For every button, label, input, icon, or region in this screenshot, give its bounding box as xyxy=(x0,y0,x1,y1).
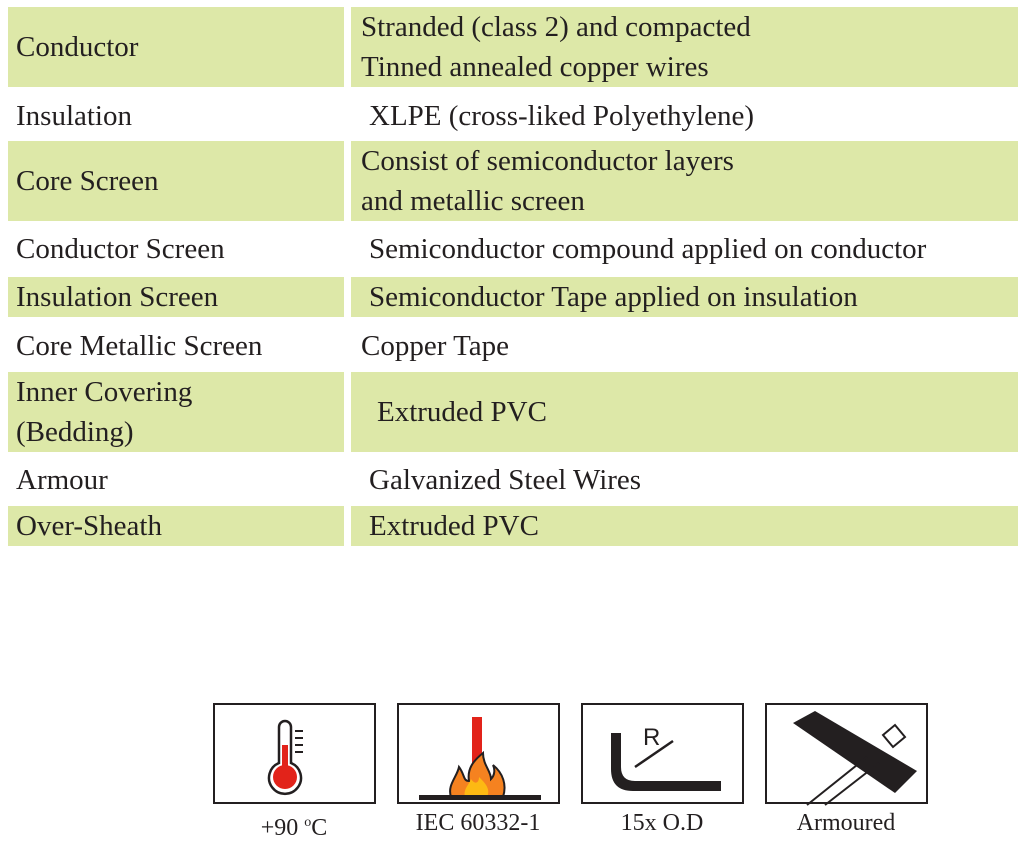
spec-row-over-sheath xyxy=(0,506,1024,546)
spec-value: Semiconductor Tape applied on insulation xyxy=(351,277,1018,317)
spec-row-core-screen xyxy=(0,141,1024,221)
spec-label: Inner Covering (Bedding) xyxy=(8,372,344,452)
spec-label: Core Screen xyxy=(8,141,344,221)
spec-value: Extruded PVC xyxy=(351,372,1018,452)
thermometer-icon-box xyxy=(213,703,376,804)
spec-value: Stranded (class 2) and compacted Tinned annealed copper wires xyxy=(351,7,1018,87)
flame-test-caption: IEC 60332-1 xyxy=(415,810,541,836)
armoured-icon-box xyxy=(765,703,928,804)
spec-label: Core Metallic Screen xyxy=(16,330,263,362)
spec-row-inner-covering xyxy=(0,372,1024,452)
spec-row-conductor xyxy=(0,7,1024,87)
spec-value: Extruded PVC xyxy=(351,506,1018,546)
spec-label: Conductor Screen xyxy=(16,233,225,265)
spec-label: Insulation Screen xyxy=(8,277,344,317)
flame-test-icon-box xyxy=(397,703,560,804)
spec-row-armour xyxy=(0,459,1024,501)
spec-row-core-metallic-screen xyxy=(0,325,1024,367)
armoured-caption: Armoured xyxy=(796,810,896,836)
bending-radius-icon xyxy=(583,705,746,806)
spec-label: Conductor xyxy=(8,7,344,87)
spec-value: XLPE (cross-liked Polyethylene) xyxy=(369,100,754,132)
spec-value: Semiconductor compound applied on conductor xyxy=(369,233,927,265)
spec-label: Armour xyxy=(16,464,108,496)
spec-label: Over-Sheath xyxy=(8,506,344,546)
thermometer-icon xyxy=(215,705,378,806)
spec-value: Galvanized Steel Wires xyxy=(369,464,642,496)
spec-row-conductor-screen xyxy=(0,228,1024,270)
radius-symbol: R xyxy=(643,724,661,751)
flame-test-icon xyxy=(399,705,562,806)
bending-radius-caption: 15x O.D xyxy=(620,810,704,836)
spec-value: Consist of semiconductor layers and metallic screen xyxy=(351,141,1018,221)
spec-value: Copper Tape xyxy=(361,330,510,362)
spec-label: Insulation xyxy=(16,100,132,132)
spec-row-insulation-screen xyxy=(0,277,1024,317)
spec-row-insulation xyxy=(0,94,1024,138)
armoured-icon xyxy=(767,705,930,806)
bending-radius-icon-box xyxy=(581,703,744,804)
thermometer-caption: +90 $^o$C xyxy=(260,815,328,841)
